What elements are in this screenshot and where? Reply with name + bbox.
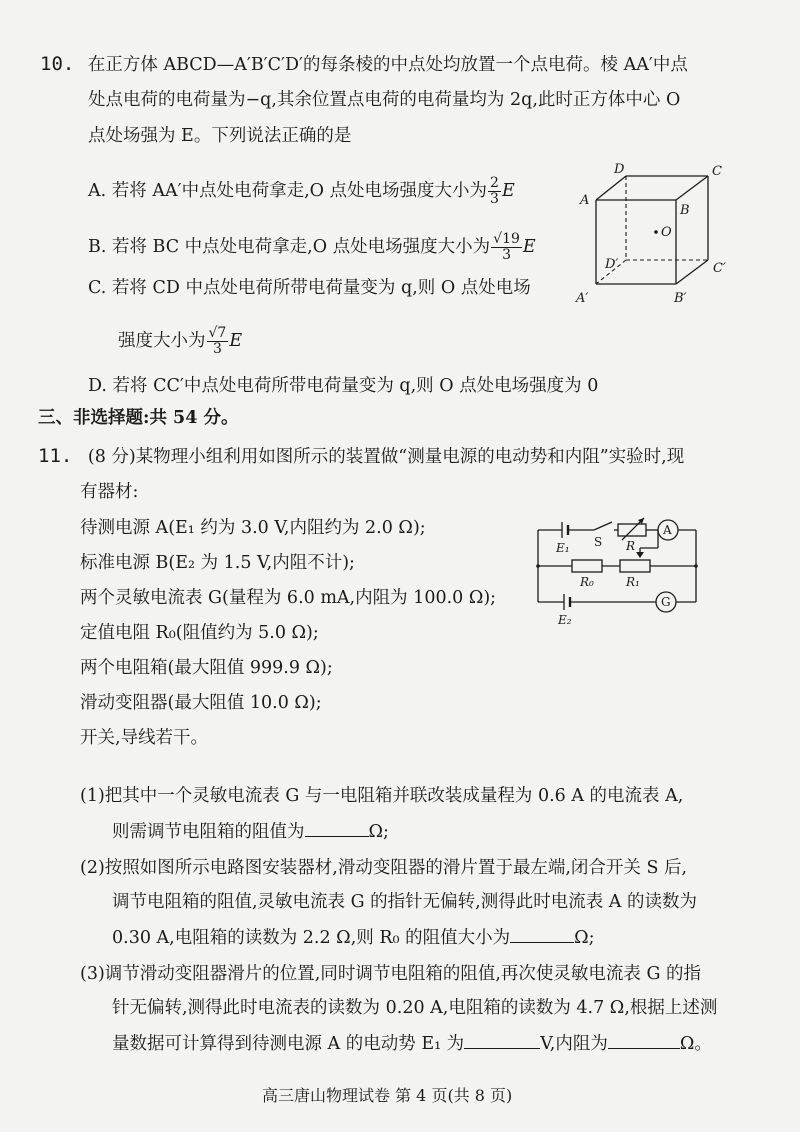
equipment-item: 开关,导线若干。 xyxy=(80,728,209,748)
cube-figure xyxy=(570,160,750,310)
part3-mid-text: V,内阻为 xyxy=(540,1034,608,1054)
label-D-prime: D′ xyxy=(605,257,619,272)
label-r0: R₀ xyxy=(580,575,594,589)
label-D: D xyxy=(614,162,625,177)
q10-stem-line3: 点处场强为 E。下列说法正确的是 xyxy=(88,126,352,146)
q11-part1-line1: (1)把其中一个灵敏电流表 G 与一电阻箱并联改装成量程为 0.6 A 的电流表 A, xyxy=(80,786,684,806)
q10-stem-line1 xyxy=(40,52,688,77)
edge-BC xyxy=(676,176,708,200)
q10-text-line1: 在正方体 ABCD—A′B′C′D′的每条棱的中点处均放置一个点电荷。棱 AA′中点 xyxy=(87,55,688,75)
label-B: B xyxy=(680,203,690,218)
equipment-item: 待测电源 A(E₁ 约为 3.0 V,内阻约为 2.0 Ω); xyxy=(80,518,426,538)
unit-text: Ω。 xyxy=(679,1034,712,1054)
part2-text: 0.30 A,电阻箱的读数为 2.2 Ω,则 R₀ 的阻值大小为 xyxy=(112,928,511,948)
q10-stem-line2: 处点电荷的电荷量为−q,其余位置点电荷的电荷量均为 2q,此时正方体中心 O xyxy=(88,90,681,110)
fraction-sqrt19-3 xyxy=(491,232,522,263)
q11-intro-line2: 有器材: xyxy=(80,482,139,502)
label-e1: E₁ xyxy=(556,541,570,555)
q11-part3-line3 xyxy=(112,1030,712,1056)
label-galvanometer: G xyxy=(661,595,671,609)
q10-option-a xyxy=(88,176,515,207)
option-a-text: A. 若将 AA′中点处电荷拿走,O 点处电场强度大小为 xyxy=(88,181,488,201)
label-C: C xyxy=(712,164,722,179)
part3-text: 量数据可计算得到待测电源 A 的电动势 E₁ 为 xyxy=(112,1034,465,1054)
q11-part2-line2: 调节电阻箱的阻值,灵敏电流表 G 的指针无偏转,测得此时电流表 A 的读数为 xyxy=(112,892,697,912)
label-B-prime: B′ xyxy=(674,291,687,306)
edge-B-prime-C-prime xyxy=(676,260,708,284)
q10-option-b xyxy=(88,232,536,263)
option-b-text: B. 若将 BC 中点处电荷拿走,O 点处电场强度大小为 xyxy=(88,237,491,257)
q10-option-c-line1: C. 若将 CD 中点处电荷所带电荷量变为 q,则 O 点处电场 xyxy=(88,278,531,298)
q11-number: 11. xyxy=(38,445,73,467)
edge-AD xyxy=(596,176,626,200)
fraction-numerator: √7 xyxy=(208,325,227,341)
q10-number: 10. xyxy=(40,53,75,75)
q11-part3-line1: (3)调节滑动变阻器滑片的位置,同时调节电阻箱的阻值,再次使灵敏电流表 G 的指 xyxy=(80,964,702,984)
label-A-prime: A′ xyxy=(576,291,589,306)
page-footer: 高三唐山物理试卷 第 4 页(共 8 页) xyxy=(262,1086,513,1105)
label-ammeter: A xyxy=(663,523,672,537)
label-A: A xyxy=(580,193,590,208)
section-heading: 三、非选择题:共 54 分。 xyxy=(38,408,239,428)
switch-s xyxy=(594,522,612,530)
q11-part2-line3 xyxy=(112,924,594,950)
part1-text: 则需调节电阻箱的阻值为 xyxy=(112,822,305,842)
answer-blank[interactable] xyxy=(510,924,574,943)
fraction-numerator: √19 xyxy=(493,231,520,247)
label-r1: R₁ xyxy=(626,575,640,589)
label-r: R xyxy=(626,539,636,553)
label-e2: E₂ xyxy=(558,613,572,627)
fraction-denominator: 3 xyxy=(212,341,222,357)
field-symbol: E xyxy=(522,237,536,257)
q11-intro-line1: (8 分)某物理小组利用如图所示的装置做“测量电源的电动势和内阻”实验时,现 xyxy=(87,447,685,467)
answer-blank[interactable] xyxy=(464,1030,540,1049)
fraction-sqrt7-3 xyxy=(207,326,229,357)
unit-text: Ω; xyxy=(368,822,389,842)
unit-text: Ω; xyxy=(574,928,595,948)
equipment-item: 定值电阻 R₀(阻值约为 5.0 Ω); xyxy=(80,623,319,643)
q11-stem-line1 xyxy=(38,444,684,469)
center-point-O xyxy=(654,230,658,234)
label-switch: S xyxy=(594,535,603,549)
fraction-denominator: 3 xyxy=(490,191,499,207)
q11-part3-line2: 针无偏转,测得此时电流表的读数为 0.20 A,电阻箱的读数为 4.7 Ω,根据上述测 xyxy=(112,998,718,1018)
field-symbol: E xyxy=(501,181,515,201)
q10-option-d: D. 若将 CC′中点处电荷所带电荷量变为 q,则 O 点处电场强度为 0 xyxy=(88,376,599,396)
fraction-2-3 xyxy=(488,176,501,207)
answer-blank[interactable] xyxy=(305,818,369,837)
rheostat-r1 xyxy=(620,560,650,572)
equipment-item: 标准电源 B(E₂ 为 1.5 V,内阻不计); xyxy=(80,553,355,573)
field-symbol: E xyxy=(229,331,243,351)
q11-part2-line1: (2)按照如图所示电路图安装器材,滑动变阻器的滑片置于最左端,闭合开关 S 后, xyxy=(80,858,688,878)
q11-part1-line2 xyxy=(112,818,389,844)
label-C-prime: C′ xyxy=(713,261,726,276)
answer-blank[interactable] xyxy=(608,1030,680,1049)
junction xyxy=(694,564,698,568)
junction xyxy=(536,564,540,568)
circuit-diagram xyxy=(528,510,728,630)
equipment-item: 滑动变阻器(最大阻值 10.0 Ω); xyxy=(80,693,322,713)
option-c-text: 强度大小为 xyxy=(118,331,206,351)
label-O: O xyxy=(661,225,672,240)
q10-option-c-line2 xyxy=(118,326,242,357)
fraction-numerator: 2 xyxy=(490,175,499,191)
slider-arrow xyxy=(636,552,644,558)
resistor-r0 xyxy=(572,560,602,572)
equipment-item: 两个灵敏电流表 G(量程为 6.0 mA,内阻为 100.0 Ω); xyxy=(80,588,497,608)
fraction-denominator: 3 xyxy=(502,247,511,263)
equipment-item: 两个电阻箱(最大阻值 999.9 Ω); xyxy=(80,658,333,678)
